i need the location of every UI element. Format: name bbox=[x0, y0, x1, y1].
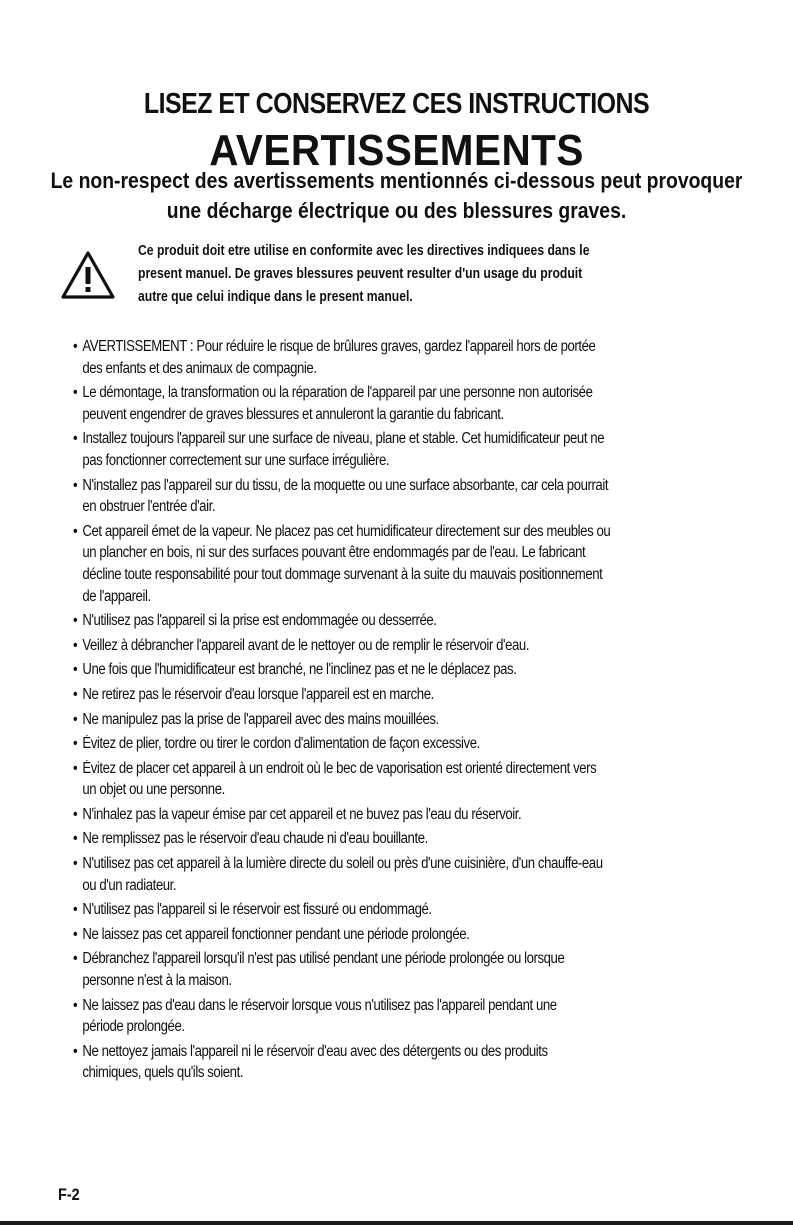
warning-item-line: un objet ou une personne. bbox=[82, 781, 225, 799]
warning-item-line: • Ne remplissez pas le réservoir d'eau chaude ni d'eau bouillante. bbox=[82, 830, 428, 848]
warning-item-line: • Ne retirez pas le réservoir d'eau lorsque l'appareil est en marche. bbox=[82, 685, 434, 703]
warning-item bbox=[73, 758, 754, 801]
warning-item bbox=[73, 1041, 754, 1084]
warning-item bbox=[73, 521, 754, 607]
warning-item bbox=[73, 684, 754, 706]
warning-item bbox=[73, 475, 754, 518]
warning-item bbox=[73, 804, 754, 826]
warning-item bbox=[73, 428, 754, 471]
warning-item-line: • N'utilisez pas l'appareil si la prise est endommagée ou desserrée. bbox=[82, 612, 437, 630]
warning-item bbox=[73, 733, 754, 755]
warning-item bbox=[73, 853, 754, 896]
warning-item bbox=[73, 709, 754, 731]
warning-item-line: période prolongée. bbox=[82, 1018, 185, 1036]
notice-line: present manuel. De graves blessures peuvent resulter d'un usage du produit bbox=[138, 266, 583, 282]
safety-notice bbox=[60, 240, 750, 310]
warning-item-line: chimiques, quels qu'ils soient. bbox=[82, 1064, 244, 1082]
warning-item-line: • Veillez à débrancher l'appareil avant de le nettoyer ou de remplir le réservoir d'eau. bbox=[82, 636, 530, 654]
warning-lead-text bbox=[48, 166, 746, 226]
warning-item bbox=[73, 382, 754, 425]
warning-item-line: un plancher en bois, ni sur des surfaces pouvant être endommagés par de l'eau. Le fabricant bbox=[82, 544, 586, 562]
warning-item-line: • N'installez pas l'appareil sur du tissu, de la moquette ou une surface absorbante, car cela pourrait bbox=[82, 476, 609, 494]
warning-item-line: • N'utilisez pas l'appareil si le réservoir est fissuré ou endommagé. bbox=[82, 901, 432, 919]
warning-item bbox=[73, 635, 754, 657]
warning-item bbox=[73, 899, 754, 921]
warning-item bbox=[73, 659, 754, 681]
warning-item-line: • Installez toujours l'appareil sur une surface de niveau, plane et stable. Cet humidificateur peut ne bbox=[82, 430, 605, 448]
warning-item-line: décline toute responsabilité pour tout dommage survenant à la suite du mauvais positionnement bbox=[82, 565, 603, 583]
page-number: F-2 bbox=[58, 1185, 80, 1204]
warning-item-line: • Le démontage, la transformation ou la réparation de l'appareil par une personne non autorisée bbox=[82, 384, 593, 402]
warning-item bbox=[73, 995, 754, 1038]
warnings-heading: AVERTISSEMENTS bbox=[209, 126, 584, 175]
warning-item-line: • Une fois que l'humidificateur est branché, ne l'inclinez pas et ne le déplacez pas. bbox=[82, 661, 517, 679]
warning-item-line: • Ne nettoyez jamais l'appareil ni le réservoir d'eau avec des détergents ou des produits bbox=[82, 1042, 548, 1060]
warning-item-line: • Évitez de placer cet appareil à un endroit où le bec de vaporisation est orienté directement vers bbox=[82, 759, 597, 777]
warning-item-line: • Débranchez l'appareil lorsqu'il n'est pas utilisé pendant une période prolongée ou lorsque bbox=[82, 950, 565, 968]
warning-item bbox=[73, 924, 754, 946]
warning-triangle-icon bbox=[60, 250, 116, 300]
warning-item bbox=[73, 336, 754, 379]
warning-item-line: • Ne manipulez pas la prise de l'appareil avec des mains mouillées. bbox=[82, 710, 439, 728]
bottom-rule bbox=[0, 1221, 793, 1225]
warning-item bbox=[73, 828, 754, 850]
notice-line: autre que celui indique dans le present manuel. bbox=[138, 289, 413, 305]
warning-item-line: • Ne laissez pas cet appareil fonctionner pendant une période prolongée. bbox=[82, 925, 470, 943]
warning-item-line: • N'utilisez pas cet appareil à la lumière directe du soleil ou près d'une cuisinière, d'un chauffe-eau bbox=[82, 855, 603, 873]
notice-text bbox=[138, 240, 676, 309]
warning-list bbox=[73, 336, 773, 1087]
warning-item-line: en obstruer l'entrée d'air. bbox=[82, 498, 216, 516]
warning-item bbox=[73, 610, 754, 632]
warning-item-line: personne n'est à la maison. bbox=[82, 972, 232, 990]
warning-item-line: • AVERTISSEMENT : Pour réduire le risque de brûlures graves, gardez l'appareil hors de portée bbox=[82, 338, 596, 355]
warning-item-line: • Ne laissez pas d'eau dans le réservoir lorsque vous n'utilisez pas l'appareil pendant une bbox=[82, 996, 557, 1014]
lead-line: une décharge électrique ou des blessures graves. bbox=[166, 198, 627, 223]
warning-item-line: ou d'un radiateur. bbox=[82, 876, 177, 894]
warning-item bbox=[73, 948, 754, 991]
warning-item-line: • Cet appareil émet de la vapeur. Ne placez pas cet humidificateur directement sur des meubles ou bbox=[82, 522, 611, 540]
page-title: LISEZ ET CONSERVEZ CES INSTRUCTIONS bbox=[143, 88, 650, 120]
notice-line: Ce produit doit etre utilise en conformite avec les directives indiquees dans le bbox=[138, 243, 590, 259]
warning-item-line: • Évitez de plier, tordre ou tirer le cordon d'alimentation de façon excessive. bbox=[82, 735, 480, 753]
warning-item-line: • N'inhalez pas la vapeur émise par cet appareil et ne buvez pas l'eau du réservoir. bbox=[82, 805, 522, 823]
lead-line: Le non-respect des avertissements mentionnés ci-dessous peut provoquer bbox=[50, 168, 743, 193]
warning-item-line: pas fonctionner correctement sur une surface irrégulière. bbox=[82, 451, 390, 469]
warning-item-line: des enfants et des animaux de compagnie. bbox=[82, 359, 317, 377]
warning-item-line: de l'appareil. bbox=[82, 587, 151, 605]
warning-item-line: peuvent engendrer de graves blessures et annuleront la garantie du fabricant. bbox=[82, 405, 504, 423]
